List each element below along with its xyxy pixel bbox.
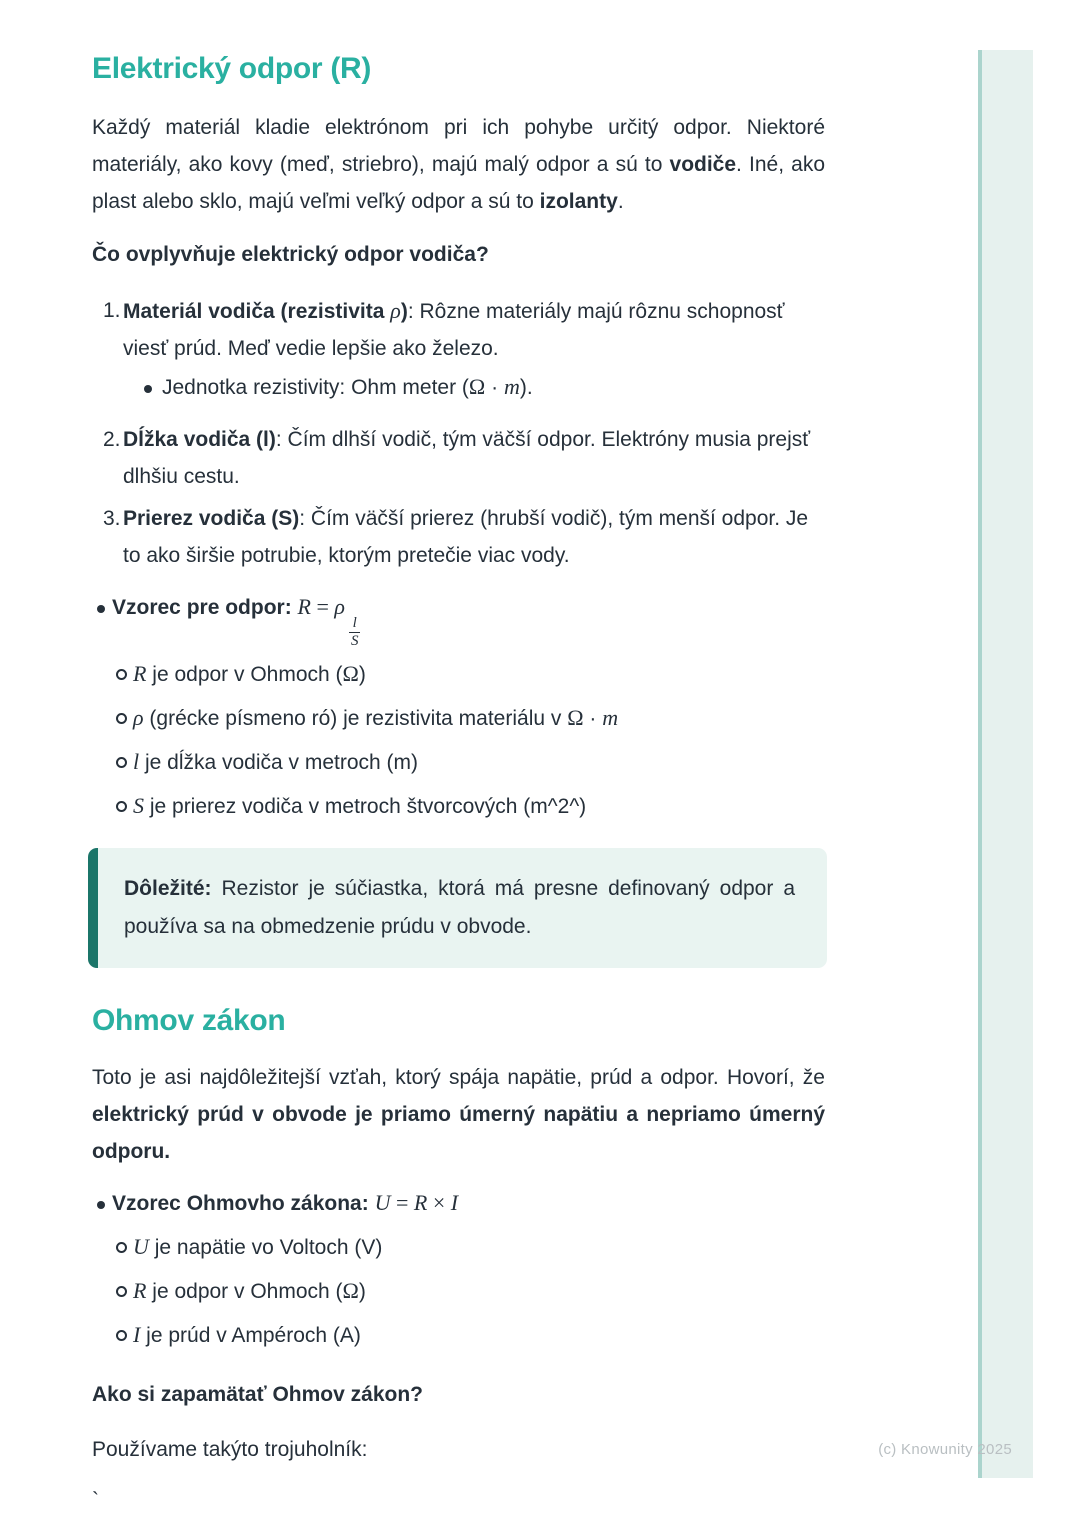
list-item-body (112, 1184, 458, 1222)
item-title: Prierez vodiča (S) (123, 507, 300, 530)
item-text: je napätie vo Voltoch (V) (148, 1236, 383, 1259)
resistance-sub-list (92, 655, 825, 825)
ohms-law-paragraph (92, 1059, 825, 1170)
bullet-gutter (116, 1272, 133, 1310)
math-equals: = (390, 1190, 414, 1215)
item-text: je dĺžka vodiča v metroch (m) (139, 751, 419, 774)
math-R: R (297, 594, 311, 619)
circle-bullet-icon (116, 713, 127, 724)
bullet-gutter (92, 1184, 112, 1222)
section-heading-electric-resistance: Elektrický odpor (R) (92, 52, 372, 85)
list-marker: 3. (103, 507, 121, 530)
list-item-body (133, 1228, 382, 1266)
fraction-l-over-S (349, 615, 361, 649)
math-U: U (133, 1234, 149, 1259)
paragraph-text: Každý materiál kladie elektrónom pri ich pohybe určitý odpor. Niektoré materiály, ako kovy (meď, striebro), majú malý odpor a sú to (92, 116, 825, 176)
stray-backtick-char: ` (92, 1489, 99, 1512)
list-item (116, 655, 825, 693)
item-text: : Čím dlhší vodič, tým väčší odpor. Elektróny musia prejsť dlhšiu cestu. (123, 428, 811, 488)
item-text: : Rôzne materiály majú rôznu schopnosť viesť prúd. Meď vedie lepšie ako železo. (123, 300, 785, 360)
item-title: Dĺžka vodiča (l) (123, 428, 276, 451)
item-text: · (485, 376, 504, 399)
list-item-body (123, 500, 825, 574)
math-I: I (133, 1322, 141, 1347)
item-text: je prierez vodiča v metroch štvorcových (m^2^) (144, 795, 587, 818)
list-item (92, 500, 825, 574)
item-text: je odpor v Ohmoch ( (146, 1280, 343, 1303)
item-text: ) (358, 1280, 366, 1303)
bullet-gutter (116, 787, 133, 825)
item-text: je prúd v Ampéroch (A) (140, 1324, 361, 1347)
math-l: l (133, 749, 140, 774)
bullet-gutter (116, 743, 133, 781)
item-title: Materiál vodiča (rezistivita (123, 300, 391, 323)
item-text: (grécke písmeno ró) je rezistivita materiálu v (143, 707, 568, 730)
math-m: m (602, 705, 619, 730)
bullet-gutter (92, 588, 112, 649)
math-U: U (374, 1190, 391, 1215)
right-margin-stripe (978, 50, 1033, 1478)
question-heading-remember-ohms-law: Ako si zapamätať Ohmov zákon? (92, 1383, 423, 1406)
term-vodice: vodiče (669, 153, 737, 176)
circle-bullet-icon (116, 1242, 127, 1253)
list-marker: 2. (103, 428, 121, 451)
math-omega: Ω (342, 661, 359, 686)
question-heading-resistance-factors: Čo ovplyvňuje elektrický odpor vodiča? (92, 243, 489, 266)
item-text: ) (358, 663, 366, 686)
list-item (116, 787, 825, 825)
intro-paragraph (92, 109, 825, 220)
list-item-body (133, 655, 366, 693)
circle-bullet-icon (116, 1286, 127, 1297)
bullet-gutter (116, 655, 133, 693)
callout-text (124, 870, 795, 946)
formula-bullet-resistance (92, 588, 825, 649)
factors-numbered-list (92, 292, 825, 574)
page-content (92, 50, 825, 1519)
math-times: × (427, 1190, 451, 1215)
math-I: I (450, 1190, 459, 1215)
list-item (92, 421, 825, 495)
paragraph-text: Toto je asi najdôležitejší vzťah, ktorý spája napätie, prúd a odpor. Hovorí, že (92, 1066, 825, 1089)
list-item-body (133, 1272, 366, 1310)
item-text: · (583, 707, 603, 730)
formula-bullet-ohms-law (92, 1184, 825, 1222)
item-text: Jednotka rezistivity: Ohm meter ( (162, 376, 469, 399)
list-item-body (133, 1316, 361, 1354)
math-rho: ρ (334, 594, 345, 619)
list-item-body (123, 421, 825, 495)
math-omega: Ω (342, 1278, 359, 1303)
math-R: R (133, 1278, 147, 1303)
list-item-body (123, 292, 825, 406)
math-omega: Ω (468, 374, 486, 399)
triangle-intro-paragraph: Používame takýto trojuholník: (92, 1438, 368, 1461)
item-text: : Čím väčší prierez (hrubší vodič), tým menší odpor. Je to ako širšie potrubie, ktorým pretečie viac vody. (123, 507, 809, 567)
circle-bullet-icon (116, 1330, 127, 1341)
list-item-body (112, 588, 360, 649)
math-rho: ρ (133, 705, 144, 730)
callout-body: Rezistor je súčiastka, ktorá má presne definovaný odpor a používa sa na obmedzenie prúdu v obvode. (124, 877, 795, 938)
paragraph-text: . (617, 190, 624, 213)
bullet-icon (144, 385, 152, 393)
bullet-gutter (116, 1316, 133, 1354)
formula-label: Vzorec Ohmovho zákona: (112, 1192, 375, 1215)
bullet-gutter (116, 1228, 133, 1266)
term-izolanty: izolanty (539, 190, 618, 213)
math-equals: = (310, 594, 335, 619)
list-item-body (133, 699, 618, 737)
bullet-gutter (116, 699, 133, 737)
math-omega: Ω (567, 705, 584, 730)
math-rho: ρ (390, 298, 401, 323)
callout-label: Dôležité: (124, 877, 212, 900)
ohms-law-sub-list (92, 1228, 825, 1354)
list-item (116, 743, 825, 781)
list-item (116, 1316, 825, 1354)
formula-label: Vzorec pre odpor: (112, 596, 298, 619)
circle-bullet-icon (116, 669, 127, 680)
list-item (123, 368, 825, 406)
important-callout (88, 848, 827, 968)
math-R: R (133, 661, 147, 686)
bullet-icon (97, 1201, 105, 1209)
section-heading-ohms-law: Ohmov zákon (92, 1004, 286, 1037)
bullet-icon (97, 605, 105, 613)
list-item-body (133, 743, 418, 781)
fraction-denominator: S (350, 632, 359, 649)
list-item (116, 699, 825, 737)
list-marker: 1. (103, 299, 121, 322)
list-item (116, 1228, 825, 1266)
list-item (92, 292, 825, 406)
item-title: ) (400, 300, 408, 323)
math-m: m (503, 374, 520, 399)
copyright-footer: (c) Knowunity 2025 (878, 1441, 1012, 1458)
paragraph-bold-text: elektrický prúd v obvode je priamo úmerný napätiu a nepriamo úmerný odporu. (92, 1103, 825, 1163)
item-text: je odpor v Ohmoch ( (146, 663, 343, 686)
fraction-numerator: l (352, 615, 357, 631)
paragraph-text: . Iné, ako plast alebo sklo, majú veľmi veľký odpor a sú to (92, 153, 826, 213)
list-item-body (133, 787, 586, 825)
list-item-body (162, 368, 533, 406)
bullet-gutter (123, 368, 162, 406)
list-item (116, 1272, 825, 1310)
circle-bullet-icon (116, 801, 127, 812)
circle-bullet-icon (116, 757, 127, 768)
math-R: R (413, 1190, 428, 1215)
item-text: ). (519, 376, 533, 399)
math-S: S (133, 793, 144, 818)
